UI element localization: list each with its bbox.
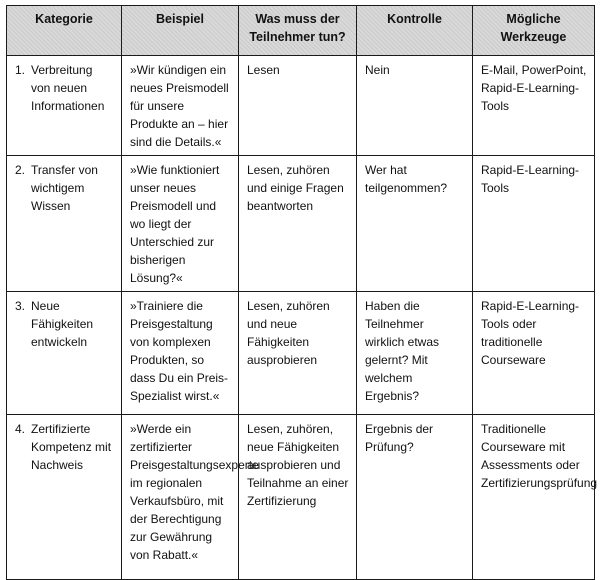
cell-kontrolle: Nein <box>357 56 473 156</box>
cell-werkzeuge: E-Mail, PowerPoint, Rapid-E-Learning-Tools <box>473 56 595 156</box>
cell-beispiel: »Wie funktioniert unser neues Preismodell und wo liegt der Unterschied zur bisherigen Lösung?« <box>122 156 239 292</box>
kategorie-block <box>15 161 115 215</box>
table-row <box>7 415 595 580</box>
cell-kontrolle: Haben die Teilnehmer wirklich etwas gelernt? Mit welchem Ergebnis? <box>357 292 473 415</box>
comparison-table <box>6 5 598 580</box>
cell-beispiel: »Wir kündigen ein neues Preismodell für unsere Produkte an – hier sind die Details.« <box>122 56 239 156</box>
kategorie-text: Verbreitung von neuen Informationen <box>31 63 105 113</box>
table-row <box>7 56 595 156</box>
header-kontrolle: Kontrolle <box>357 6 473 56</box>
row-number: 2. <box>15 163 26 177</box>
kategorie-text: Neue Fähigkeiten entwickeln <box>31 299 94 349</box>
row-number: 3. <box>15 299 26 313</box>
table-row <box>7 292 595 415</box>
kategorie-text: Zertifizierte Kompetenz mit Nachweis <box>31 422 112 472</box>
header-kategorie: Kategorie <box>7 6 122 56</box>
cell-kategorie <box>7 56 122 156</box>
cell-werkzeuge: Rapid-E-Learning-Tools <box>473 156 595 292</box>
header-row <box>7 6 595 56</box>
cell-werkzeuge: Traditionelle Courseware mit Assessments oder Zertifizierungsprüfung <box>473 415 595 580</box>
table-row <box>7 156 595 292</box>
cell-kategorie <box>7 292 122 415</box>
cell-teilnehmer: Lesen, zuhören und neue Fähigkeiten ausprobieren <box>239 292 357 415</box>
header-werkzeuge: Mögliche Werkzeuge <box>473 6 595 56</box>
row-number: 1. <box>15 63 26 77</box>
cell-kategorie <box>7 415 122 580</box>
cell-werkzeuge: Rapid-E-Learning-Tools oder traditionelle Courseware <box>473 292 595 415</box>
cell-teilnehmer: Lesen, zuhören, neue Fähigkeiten ausprobieren und Teilnahme an einer Zertifizierung <box>239 415 357 580</box>
header-beispiel: Beispiel <box>122 6 239 56</box>
cell-teilnehmer: Lesen <box>239 56 357 156</box>
kategorie-text: Transfer von wichtigem Wissen <box>31 163 98 213</box>
cell-kontrolle: Ergebnis der Prüfung? <box>357 415 473 580</box>
cell-beispiel: »Trainiere die Preisgestaltung von komplexen Produkten, so dass Du ein Preis-Spezialist wirst.« <box>122 292 239 415</box>
cell-teilnehmer: Lesen, zuhören und einige Fragen beantworten <box>239 156 357 292</box>
table-header <box>7 6 595 56</box>
kategorie-block <box>15 297 115 351</box>
header-teilnehmer: Was muss der Teilnehmer tun? <box>239 6 357 56</box>
kategorie-block <box>15 420 115 474</box>
cell-kontrolle: Wer hat teilgenommen? <box>357 156 473 292</box>
table-body <box>7 56 598 580</box>
cell-beispiel: »Werde ein zertifizierter Preisgestaltungsexperte im regionalen Verkaufsbüro, mit der Berechtigung zur Gewährung von Rabatt.« <box>122 415 239 580</box>
cell-kategorie <box>7 156 122 292</box>
row-number: 4. <box>15 422 26 436</box>
kategorie-block <box>15 61 115 115</box>
